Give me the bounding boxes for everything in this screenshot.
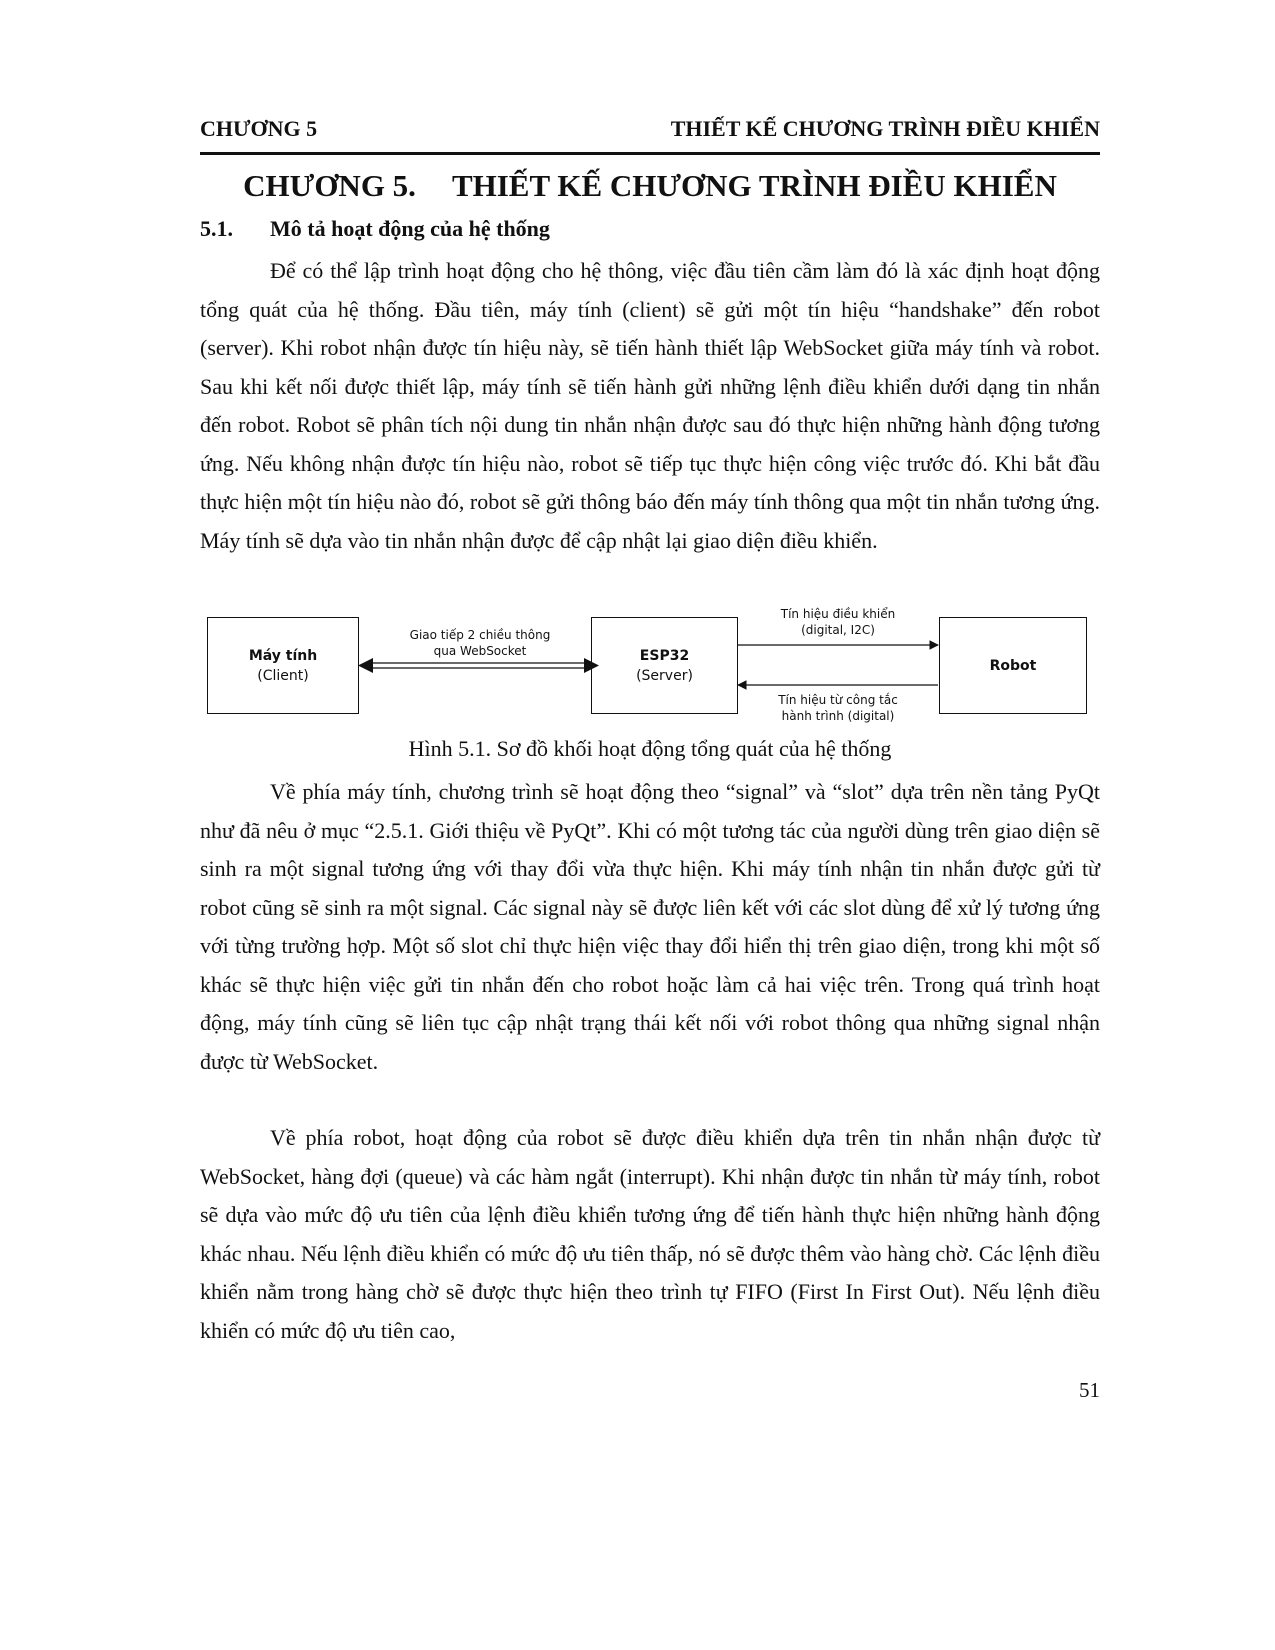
header-chapter-title: THIẾT KẾ CHƯƠNG TRÌNH ĐIỀU KHIỂN	[670, 116, 1100, 141]
paragraph-text: Để có thể lập trình hoạt động cho hệ thông, việc đầu tiên cầm làm đó là xác định hoạt động tổng quát của hệ thống. Đầu tiên, máy tính (client) sẽ gửi một tín hiệu “handshake” đến robot (server). Khi robot nhận được tín hiệu này, sẽ tiến hành thiết lập WebSocket giữa máy tính và robot. Sau khi kết nối được thiết lập, máy tính sẽ tiến hành gửi những lệnh điều khiển dưới dạng tin nhắn đến robot. Robot sẽ phân tích nội dung tin nhắn nhận được sau đó thực hiện những hành động tương ứng. Nếu không nhận được tín hiệu nào, robot sẽ tiếp tục thực hiện công việc trước đó. Khi bắt đầu thực hiện một tín hiệu nào đó, robot sẽ gửi thông báo đến máy tính thông qua một tin nhắn tương ứng. Máy tính sẽ dựa vào tin nhắn nhận được để cập nhật lại giao diện điều khiển.	[200, 258, 1100, 553]
websocket-label	[380, 627, 580, 659]
paragraph-text: Về phía robot, hoạt động của robot sẽ được điều khiển dựa trên tin nhắn nhận được từ WebSocket, hàng đợi (queue) và các hàm ngắt (interrupt). Khi nhận được tin nhắn từ máy tính, robot sẽ dựa vào mức độ ưu tiên của lệnh điều khiển tương ứng để tiến hành thực hiện những hành động khác nhau. Nếu lệnh điều khiển có mức độ ưu tiên thấp, nó sẽ được thêm vào hàng chờ. Các lệnh điều khiển nằm trong hàng chờ sẽ được thực hiện theo trình tự FIFO (First In First Out). Nếu lệnh điều khiển có mức độ ưu tiên cao,	[200, 1125, 1100, 1343]
chapter-heading	[200, 168, 1100, 204]
server-title: ESP32	[639, 647, 690, 664]
chapter-number: CHƯƠNG 5.	[243, 168, 416, 203]
control-signal-label-line2: (digital, I2C)	[801, 623, 875, 637]
paragraph	[200, 1119, 1100, 1350]
client-title: Máy tính	[248, 647, 318, 664]
section-number: 5.1.	[200, 216, 233, 241]
paragraph	[200, 773, 1100, 1081]
server-subtitle: (Server)	[636, 667, 693, 684]
switch-signal-label-line1: Tín hiệu từ công tắc	[778, 693, 898, 707]
section-title: Mô tả hoạt động của hệ thống	[270, 216, 550, 241]
switch-signal-label	[748, 692, 928, 724]
block-diagram	[205, 605, 1095, 725]
websocket-double-arrow	[358, 658, 599, 673]
running-header	[200, 112, 1100, 155]
page-number: 51	[1079, 1378, 1100, 1402]
server-box	[591, 617, 738, 714]
chapter-title: THIẾT KẾ CHƯƠNG TRÌNH ĐIỀU KHIỂN	[451, 168, 1057, 203]
section-heading	[200, 216, 550, 242]
header-chapter-label: CHƯƠNG 5	[200, 116, 318, 141]
figure-caption: Hình 5.1. Sơ đồ khối hoạt động tổng quát của hệ thống	[408, 736, 892, 761]
client-subtitle: (Client)	[257, 667, 309, 684]
websocket-label-line1: Giao tiếp 2 chiều thông	[409, 628, 551, 642]
paragraph	[200, 252, 1100, 560]
switch-signal-label-line2: hành trình (digital)	[781, 709, 895, 723]
paragraph-text: Về phía máy tính, chương trình sẽ hoạt động theo “signal” và “slot” dựa trên nền tảng PyQt như đã nêu ở mục “2.5.1. Giới thiệu về PyQt”. Khi có một tương tác của người dùng trên giao diện sẽ sinh ra một signal tương ứng với thay đổi vừa thực hiện. Khi máy tính nhận tin nhắn được gửi từ robot cũng sẽ sinh ra một signal. Các signal này sẽ được liên kết với các slot dùng để xử lý tương ứng với từng trường hợp. Một số slot chỉ thực hiện việc thay đổi hiển thị trên giao diện, trong khi một số khác sẽ thực hiện việc gửi tin nhắn đến cho robot hoặc làm cả hai việc trên. Trong quá trình hoạt động, máy tính cũng sẽ liên tục cập nhật trạng thái kết nối với robot thông qua những signal nhận được từ WebSocket.	[200, 779, 1100, 1074]
control-signal-label-line1: Tín hiệu điều khiển	[780, 607, 896, 621]
control-signal-label	[748, 606, 928, 638]
client-box	[207, 617, 359, 714]
robot-box	[939, 617, 1087, 714]
websocket-label-line2: qua WebSocket	[433, 644, 527, 658]
robot-title: Robot	[989, 657, 1037, 674]
